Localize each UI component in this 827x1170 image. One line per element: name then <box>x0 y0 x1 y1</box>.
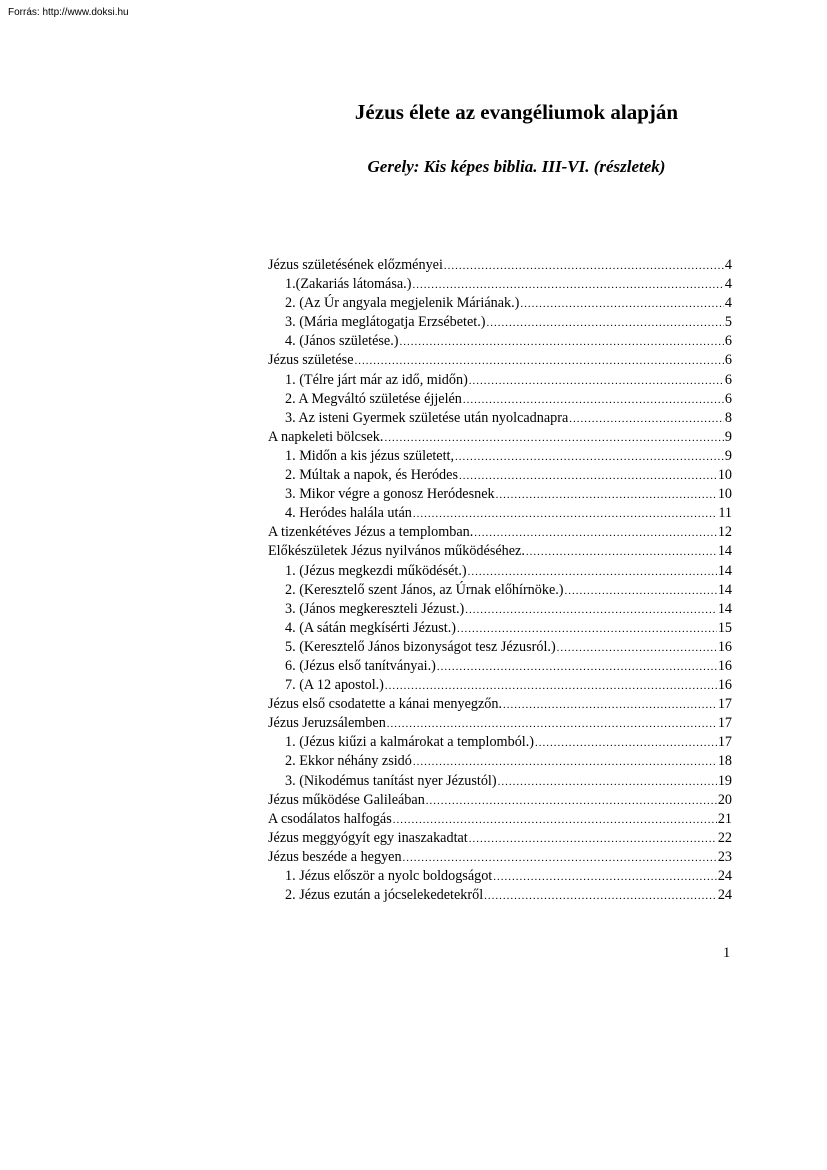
toc-entry-page: 12 <box>717 524 732 541</box>
toc-entry-page: 20 <box>717 791 732 808</box>
toc-leader-dots <box>413 505 717 523</box>
toc-leader-dots <box>459 467 717 485</box>
toc-subentry[interactable] <box>268 371 732 390</box>
toc-entry-label: 5. (Keresztelő János bizonyságot tesz Jézusról.) <box>285 638 556 655</box>
toc-leader-dots <box>498 773 717 791</box>
page-number: 1 <box>723 945 731 961</box>
toc-subentry[interactable] <box>268 752 732 771</box>
toc-subentry[interactable] <box>268 676 732 695</box>
toc-entry-page: 4 <box>724 276 732 293</box>
toc-leader-dots <box>457 620 717 638</box>
toc-leader-dots <box>484 887 717 905</box>
document-title: Jézus élete az evangéliumok alapján <box>354 100 679 124</box>
toc-entry-page: 14 <box>717 562 732 579</box>
toc-entry-label: 1. Jézus először a nyolc boldogságot <box>285 868 493 884</box>
toc-entry-label: A csodálatos halfogás <box>268 810 392 827</box>
toc-entry-page: 18 <box>717 753 732 770</box>
toc-entry[interactable] <box>268 542 732 561</box>
toc-entry-page: 14 <box>717 581 732 598</box>
toc-subentry[interactable] <box>268 313 732 332</box>
toc-entry-page: 21 <box>717 810 732 827</box>
toc-leader-dots <box>565 582 717 600</box>
toc-entry-label: 2. Jézus ezután a jócselekedetekről <box>285 887 484 904</box>
toc-entry-label: 6. (Jézus első tanítványai.) <box>285 657 436 674</box>
toc-entry-page: 15 <box>717 619 732 636</box>
toc-entry-label: 1. Midőn a kis jézus született, <box>285 447 455 464</box>
toc-entry-page: 9 <box>724 428 732 445</box>
toc-entry-page: 6 <box>724 352 732 369</box>
toc-entry-label: 3. Az isteni Gyermek születése után nyolcadnapra <box>285 409 569 426</box>
toc-subentry[interactable] <box>268 294 732 313</box>
toc-entry[interactable] <box>268 848 732 867</box>
toc-entry-label: 2. A Megváltó születése éjjelén <box>285 390 462 407</box>
toc-leader-dots <box>399 333 723 351</box>
toc-entry-page: 11 <box>718 505 732 522</box>
toc-leader-dots <box>535 734 717 752</box>
toc-subentry[interactable] <box>268 772 732 791</box>
toc-subentry[interactable] <box>268 332 732 351</box>
toc-entry-label: 3. (Nikodémus tanítást nyer Jézustól) <box>285 772 497 789</box>
toc-entry-label: 2. Ekkor néhány zsidó <box>285 753 412 770</box>
toc-subentry[interactable] <box>268 886 732 905</box>
toc-subentry[interactable] <box>268 466 732 485</box>
toc-entry[interactable] <box>268 714 732 733</box>
toc-entry-page: 17 <box>717 715 732 732</box>
toc-entry-page: 24 <box>717 868 732 884</box>
toc-leader-dots <box>569 410 724 428</box>
document-subtitle: Gerely: Kis képes biblia. III-VI. (részletek) <box>367 157 666 176</box>
toc-subentry[interactable] <box>268 867 732 886</box>
toc-entry-page: 16 <box>717 638 732 655</box>
toc-entry-page: 8 <box>724 409 732 426</box>
toc-entry-label: 2. (Keresztelő szent János, az Úrnak előhírnöke.) <box>285 581 564 598</box>
toc-entry-label: Jézus első csodatette a kánai menyegzőn. <box>268 696 503 713</box>
toc-leader-dots <box>412 276 723 294</box>
toc-leader-dots <box>526 543 717 561</box>
toc-entry-label: 7. (A 12 apostol.) <box>285 677 384 694</box>
toc-entry-label: Jézus Jeruzsálemben <box>268 715 386 732</box>
toc-leader-dots <box>468 563 717 581</box>
toc-subentry[interactable] <box>268 390 732 409</box>
toc-entry-label: A tizenkétéves Jézus a templomban. <box>268 524 474 541</box>
toc-entry[interactable] <box>268 810 732 829</box>
toc-leader-dots <box>403 849 717 867</box>
toc-entry-label: A napkeleti bölcsek. <box>268 428 384 445</box>
toc-leader-dots <box>413 753 717 771</box>
toc-leader-dots <box>393 811 717 829</box>
source-url: Forrás: http://www.doksi.hu <box>8 7 129 18</box>
toc-entry[interactable] <box>268 791 732 810</box>
toc-entry-page: 14 <box>717 543 732 560</box>
toc-subentry[interactable] <box>268 409 732 428</box>
toc-entry-label: 1. (Jézus kiűzi a kalmárokat a templomból.) <box>285 734 534 751</box>
toc-entry-page: 19 <box>717 772 732 789</box>
toc-entry-label: 4. Heródes halála után <box>285 505 412 522</box>
toc-subentry[interactable] <box>268 733 732 752</box>
toc-entry-page: 10 <box>717 467 732 484</box>
toc-leader-dots <box>520 295 724 313</box>
toc-subentry[interactable] <box>268 562 732 581</box>
toc-entry-page: 10 <box>717 486 732 503</box>
toc-entry-page: 9 <box>724 447 732 464</box>
toc-entry-label: Jézus beszéde a hegyen <box>268 848 402 865</box>
toc-entry-page: 4 <box>724 295 732 312</box>
toc-leader-dots <box>465 601 717 619</box>
toc-entry-page: 4 <box>724 257 732 273</box>
toc-subentry[interactable] <box>268 275 732 294</box>
toc-entry-page: 24 <box>717 887 732 904</box>
toc-leader-dots <box>387 715 717 733</box>
toc-entry-page: 5 <box>724 314 732 331</box>
toc-entry-label: Jézus születésének előzményei <box>268 257 443 273</box>
toc-leader-dots <box>493 868 717 886</box>
table-of-contents <box>268 256 732 905</box>
toc-entry[interactable] <box>268 256 732 275</box>
toc-entry[interactable] <box>268 829 732 848</box>
toc-entry-label: Jézus születése <box>268 352 354 369</box>
toc-entry-page: 16 <box>717 677 732 694</box>
toc-entry-page: 6 <box>724 371 732 388</box>
toc-entry-page: 17 <box>717 734 732 751</box>
toc-entry-page: 23 <box>717 848 732 865</box>
toc-entry-page: 22 <box>717 829 732 846</box>
toc-entry[interactable] <box>268 523 732 542</box>
toc-leader-dots <box>355 352 724 370</box>
toc-entry-label: Jézus meggyógyít egy inaszakadtat <box>268 829 468 846</box>
toc-entry-label: 1. (Télre járt már az idő, midőn) <box>285 371 468 388</box>
toc-subentry[interactable] <box>268 600 732 619</box>
toc-entry-label: 3. Mikor végre a gonosz Heródesnek <box>285 486 495 503</box>
toc-entry[interactable] <box>268 428 732 447</box>
toc-entry-label: 1. (Jézus megkezdi működését.) <box>285 562 467 579</box>
toc-leader-dots <box>426 792 717 810</box>
toc-leader-dots <box>496 486 717 504</box>
toc-subentry[interactable] <box>268 447 732 466</box>
toc-leader-dots <box>487 314 724 332</box>
toc-leader-dots <box>469 372 724 390</box>
toc-leader-dots <box>474 524 717 542</box>
toc-leader-dots <box>444 257 724 275</box>
toc-subentry[interactable] <box>268 485 732 504</box>
toc-entry-label: 4. (A sátán megkísérti Jézust.) <box>285 619 456 636</box>
toc-entry-label: 2. Múltak a napok, és Heródes <box>285 467 458 484</box>
toc-entry-page: 17 <box>717 696 732 713</box>
toc-leader-dots <box>469 830 717 848</box>
toc-leader-dots <box>385 677 717 695</box>
toc-entry-page: 16 <box>717 657 732 674</box>
toc-leader-dots <box>437 658 717 676</box>
toc-entry-label: 2. (Az Úr angyala megjelenik Máriának.) <box>285 295 520 312</box>
toc-entry-label: 3. (Mária meglátogatja Erzsébetet.) <box>285 314 486 331</box>
toc-subentry[interactable] <box>268 581 732 600</box>
toc-entry-page: 6 <box>724 390 732 407</box>
toc-leader-dots <box>463 391 724 409</box>
toc-entry-label: 3. (János megkereszteli Jézust.) <box>285 600 465 617</box>
toc-entry[interactable] <box>268 351 732 370</box>
toc-subentry[interactable] <box>268 619 732 638</box>
toc-leader-dots <box>384 429 723 447</box>
toc-entry-label: Előkészületek Jézus nyilvános működéséhez. <box>268 543 525 560</box>
toc-subentry[interactable] <box>268 504 732 523</box>
toc-entry-label: Jézus működése Galileában <box>268 791 425 808</box>
toc-leader-dots <box>503 696 717 714</box>
toc-entry-page: 6 <box>724 333 732 350</box>
toc-entry-label: 1.(Zakariás látomása.) <box>285 276 412 293</box>
toc-subentry[interactable] <box>268 638 732 657</box>
toc-entry[interactable] <box>268 695 732 714</box>
toc-entry-page: 14 <box>717 600 732 617</box>
toc-leader-dots <box>557 639 717 657</box>
toc-entry-label: 4. (János születése.) <box>285 333 399 350</box>
toc-leader-dots <box>455 448 724 466</box>
toc-subentry[interactable] <box>268 657 732 676</box>
